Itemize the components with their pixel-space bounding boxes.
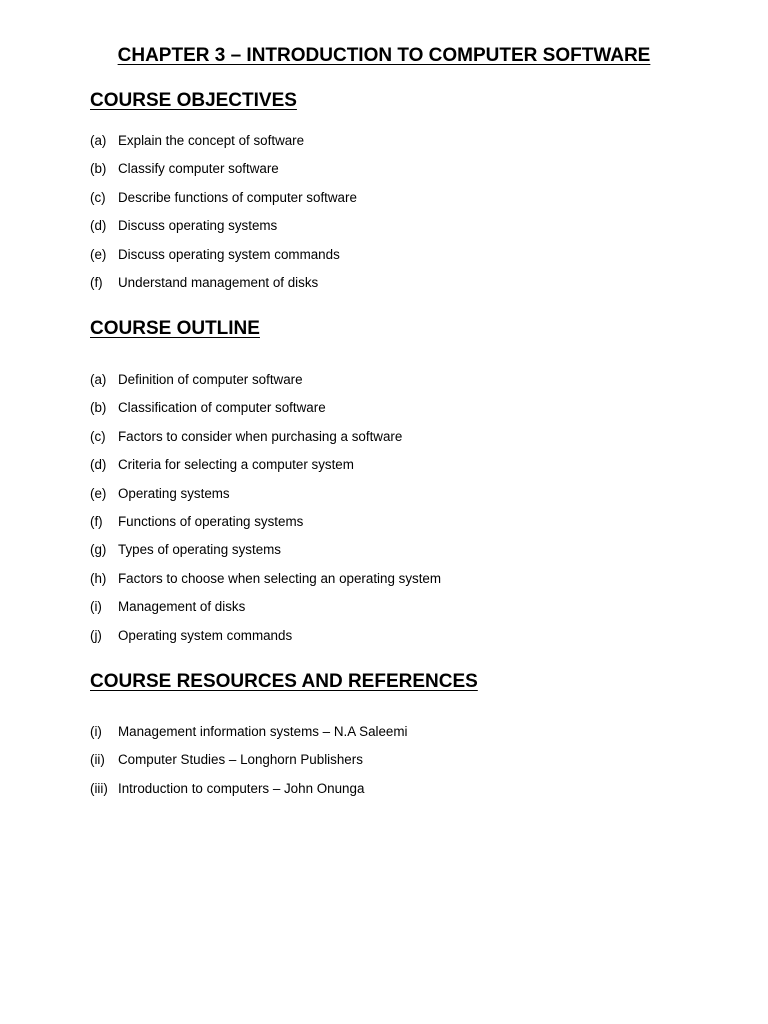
list-item	[90, 366, 441, 394]
item-text: Functions of operating systems	[118, 513, 304, 529]
item-marker: (c)	[90, 428, 106, 444]
item-text: Computer Studies – Longhorn Publishers	[118, 752, 363, 768]
item-marker: (i)	[90, 724, 102, 739]
item-text: Operating systems	[118, 485, 230, 501]
objectives-heading: COURSE OBJECTIVES	[90, 90, 297, 111]
list-item	[90, 423, 441, 451]
resources-heading: COURSE RESOURCES AND REFERENCES	[90, 671, 478, 692]
item-text: Management information systems – N.A Saleemi	[118, 724, 408, 739]
item-text: Types of operating systems	[118, 542, 281, 558]
item-text: Factors to choose when selecting an operating system	[118, 570, 442, 586]
item-marker: (f)	[90, 274, 103, 290]
item-marker: (i)	[90, 599, 102, 615]
item-text: Discuss operating systems	[118, 218, 278, 234]
list-item	[90, 775, 408, 803]
list-item	[90, 622, 441, 650]
list-item	[90, 451, 441, 479]
item-marker: (b)	[90, 161, 107, 177]
item-marker: (d)	[90, 457, 107, 473]
item-marker: (a)	[90, 372, 107, 387]
item-text: Discuss operating system commands	[118, 246, 340, 262]
outline-list	[90, 366, 441, 650]
item-text: Factors to consider when purchasing a software	[118, 428, 403, 444]
item-marker: (c)	[90, 189, 106, 205]
list-item	[90, 565, 441, 593]
item-marker: (j)	[90, 627, 102, 643]
list-item	[90, 480, 441, 508]
item-text: Understand management of disks	[118, 274, 319, 290]
list-item	[90, 593, 441, 621]
list-item	[90, 746, 408, 774]
list-item	[90, 241, 357, 269]
list-item	[90, 269, 357, 297]
item-text: Management of disks	[118, 599, 246, 615]
item-text: Definition of computer software	[118, 372, 303, 387]
item-marker: (d)	[90, 218, 107, 234]
item-marker: (h)	[90, 570, 107, 586]
list-item	[90, 508, 441, 536]
item-text: Explain the concept of software	[118, 133, 305, 148]
item-text: Classification of computer software	[118, 400, 326, 416]
list-item	[90, 127, 357, 155]
item-marker: (a)	[90, 133, 107, 148]
list-item	[90, 536, 441, 564]
item-text: Describe functions of computer software	[118, 189, 357, 205]
item-marker: (g)	[90, 542, 107, 558]
outline-heading: COURSE OUTLINE	[90, 318, 260, 339]
list-item	[90, 718, 408, 746]
item-marker: (ii)	[90, 752, 105, 768]
item-text: Operating system commands	[118, 627, 293, 643]
item-text: Introduction to computers – John Onunga	[118, 780, 365, 796]
item-marker: (iii)	[90, 780, 108, 796]
item-marker: (b)	[90, 400, 107, 416]
item-marker: (e)	[90, 485, 107, 501]
list-item	[90, 155, 357, 183]
list-item	[90, 212, 357, 240]
item-marker: (e)	[90, 246, 107, 262]
item-text: Classify computer software	[118, 161, 279, 177]
resources-list	[90, 718, 408, 803]
list-item	[90, 184, 357, 212]
chapter-title: CHAPTER 3 – INTRODUCTION TO COMPUTER SOFTWARE	[117, 45, 651, 66]
item-text: Criteria for selecting a computer system	[118, 457, 354, 473]
item-marker: (f)	[90, 513, 103, 529]
list-item	[90, 394, 441, 422]
objectives-list	[90, 127, 357, 297]
